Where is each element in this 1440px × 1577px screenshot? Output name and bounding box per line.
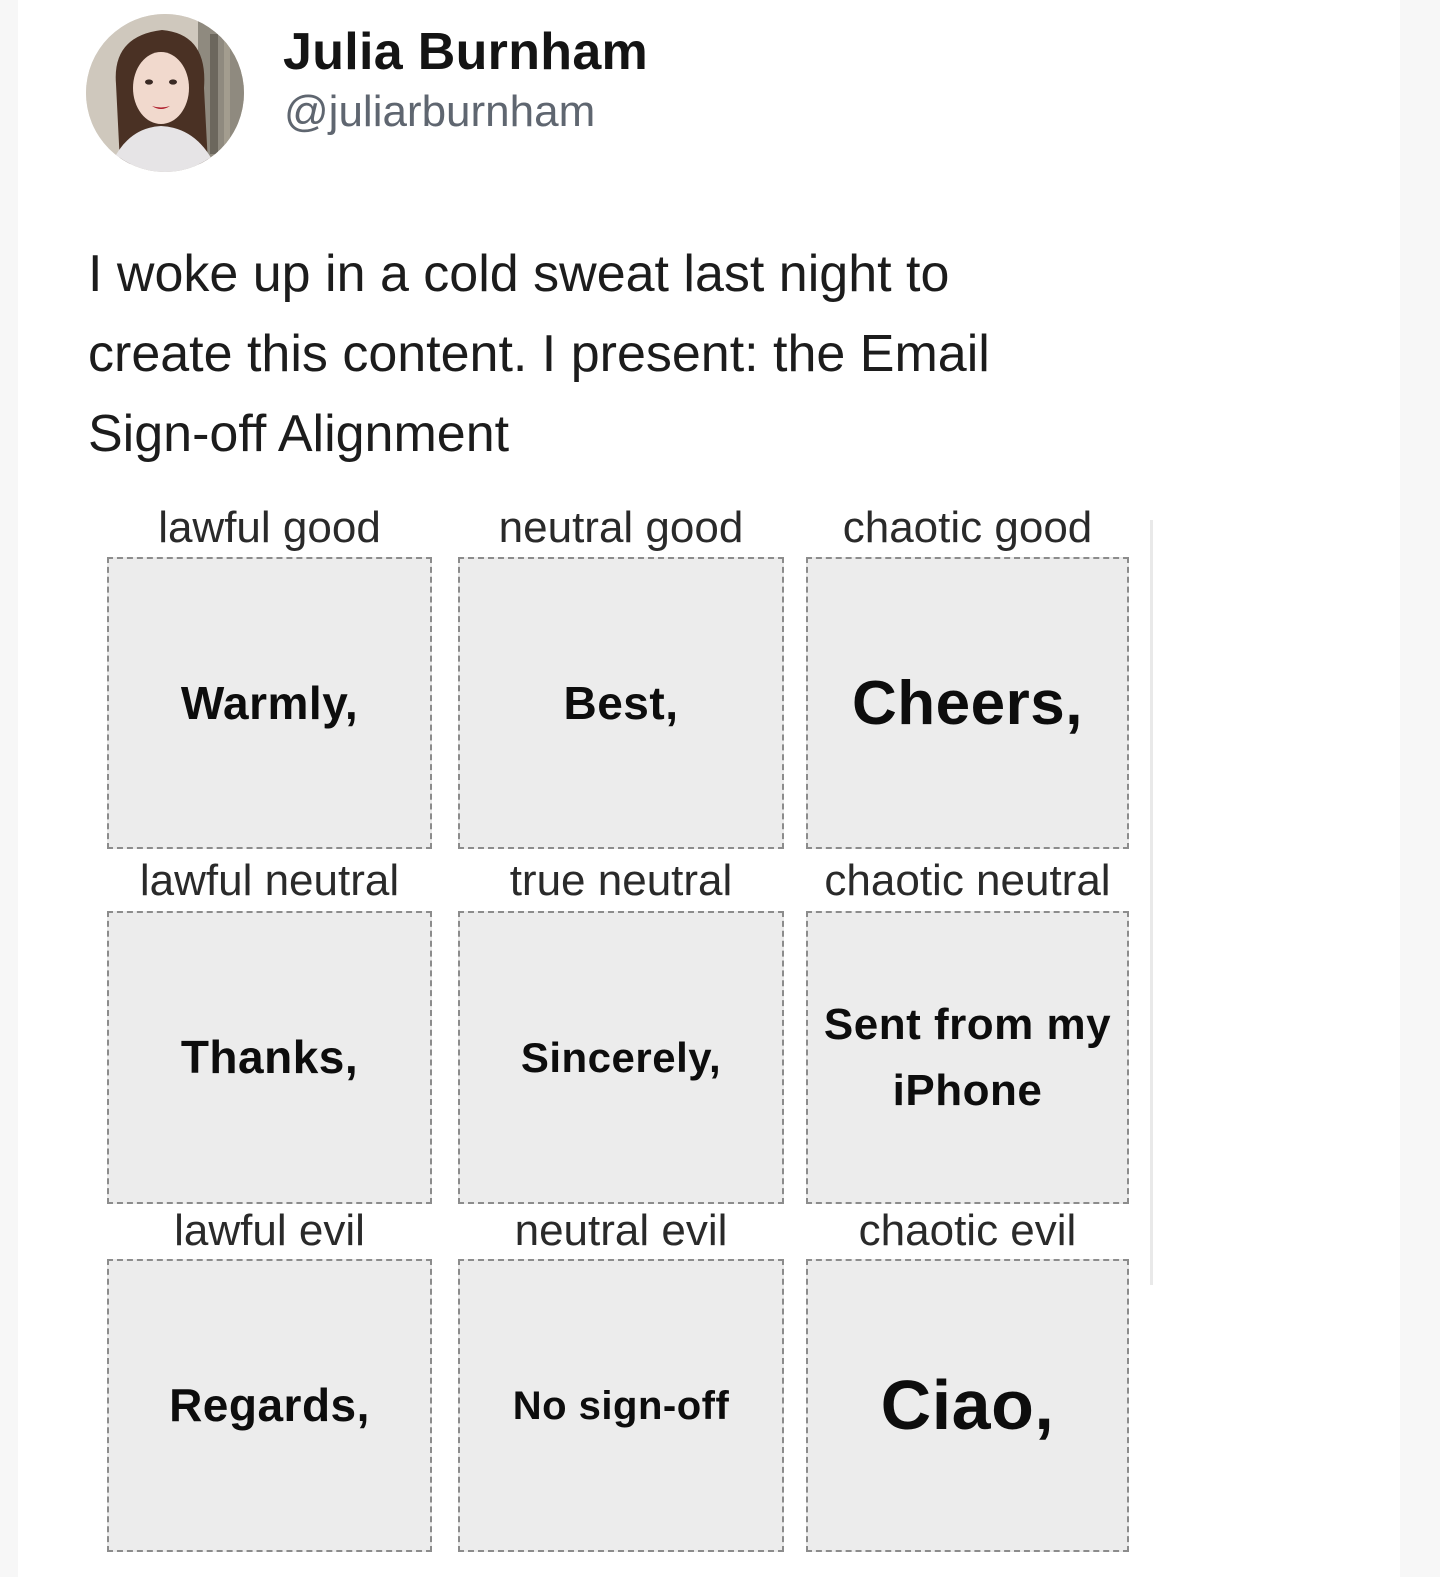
author-handle[interactable]: @juliarburnham <box>284 87 596 136</box>
alignment-label-lawful-neutral: lawful neutral <box>139 856 400 905</box>
alignment-label-chaotic-evil: chaotic evil <box>858 1206 1077 1255</box>
signoff-text: Warmly, <box>180 676 359 729</box>
alignment-cell-true-neutral <box>458 911 784 1204</box>
signoff-text: Sent from my iPhone <box>823 999 1112 1115</box>
alignment-label-lawful-good: lawful good <box>158 503 381 552</box>
tweet-text-line: I woke up in a cold sweat last night to <box>88 245 950 303</box>
tweet-text-line: Sign-off Alignment <box>88 405 510 463</box>
signoff-text: Sincerely, <box>520 1034 722 1081</box>
signoff-text: No sign-off <box>512 1383 730 1428</box>
signoff-text: Cheers, <box>852 668 1083 738</box>
alignment-label-chaotic-good: chaotic good <box>842 503 1093 552</box>
alignment-label-true-neutral: true neutral <box>509 856 733 905</box>
signoff-text: Best, <box>563 676 679 729</box>
alignment-cell-neutral-evil <box>458 1259 784 1552</box>
signoff-text: Ciao, <box>880 1366 1055 1444</box>
alignment-label-neutral-evil: neutral evil <box>514 1206 728 1255</box>
signoff-text: Regards, <box>169 1379 370 1431</box>
alignment-cell-chaotic-neutral <box>806 911 1129 1204</box>
alignment-label-lawful-evil: lawful evil <box>174 1206 365 1255</box>
alignment-cell-neutral-good <box>458 557 784 849</box>
alignment-cell-lawful-good <box>107 557 432 849</box>
alignment-cell-chaotic-evil <box>806 1259 1129 1552</box>
alignment-label-neutral-good: neutral good <box>498 503 744 552</box>
tweet-text-line: create this content. I present: the Email <box>88 325 990 383</box>
alignment-cell-chaotic-good <box>806 557 1129 849</box>
divider <box>1150 520 1153 1285</box>
alignment-cell-lawful-evil <box>107 1259 432 1552</box>
signoff-text: Thanks, <box>180 1031 359 1083</box>
alignment-cell-lawful-neutral <box>107 911 432 1204</box>
author-display-name[interactable]: Julia Burnham <box>283 23 649 81</box>
alignment-label-chaotic-neutral: chaotic neutral <box>824 856 1111 905</box>
